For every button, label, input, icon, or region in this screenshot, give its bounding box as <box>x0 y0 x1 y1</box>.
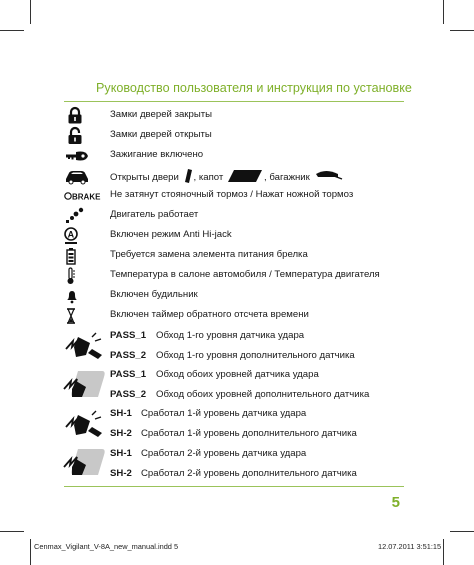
list-item <box>64 107 424 125</box>
list-item <box>64 207 424 225</box>
anti-hijack-icon <box>64 227 90 245</box>
item-text: Температура в салоне автомобиля / Температура двигателя <box>110 269 380 280</box>
item-text: Сработал 2-й уровень датчика удара <box>141 448 307 459</box>
item-text: Обход обоих уровней дополнительного датчика <box>156 389 370 400</box>
item-text: Двигатель работает <box>110 209 199 220</box>
list-item <box>64 267 424 285</box>
battery-icon <box>64 247 90 265</box>
item-text: Сработал 2-й уровень дополнительного датчика <box>141 468 357 479</box>
code-label: PASS_1 <box>110 369 147 380</box>
list-item <box>64 127 424 145</box>
svg-text:A: A <box>67 229 75 240</box>
car-open-icon <box>64 167 90 185</box>
svg-text:BRAKE: BRAKE <box>72 192 101 202</box>
crop-mark <box>0 30 24 31</box>
item-text: Сработал 1-й уровень датчика удара <box>141 408 307 419</box>
trunk-icon <box>316 170 342 182</box>
code-label: PASS_2 <box>110 350 147 361</box>
list-item <box>64 287 424 305</box>
crop-mark <box>0 531 24 532</box>
code-label: SH-2 <box>110 468 132 479</box>
code-label: PASS_2 <box>110 389 147 400</box>
item-text: Включен режим Anti Hi-jack <box>110 229 232 240</box>
thermometer-icon <box>64 267 90 285</box>
code-label: SH-1 <box>110 448 132 459</box>
hourglass-icon <box>64 307 90 325</box>
crop-mark <box>450 531 474 532</box>
shock-alarm-icon <box>64 409 104 439</box>
lock-closed-icon <box>64 107 90 125</box>
trunk-open-label: , багажник <box>264 172 310 183</box>
item-text: Не затянут стояночный тормоз / Нажат ножной тормоз <box>110 189 354 200</box>
crop-mark <box>450 30 474 31</box>
engine-running-icon <box>64 207 90 225</box>
code-label: SH-2 <box>110 428 132 439</box>
ignition-key-icon <box>64 147 90 165</box>
item-text: Обход обоих уровней датчика удара <box>156 369 319 380</box>
crop-mark <box>30 0 31 24</box>
item-text: Замки дверей открыты <box>110 129 212 140</box>
doors-open-label: Открыты двери <box>110 172 179 183</box>
code-label: PASS_1 <box>110 330 147 341</box>
list-item <box>64 247 424 265</box>
hood-icon <box>228 170 262 182</box>
item-text: Включен будильник <box>110 289 198 300</box>
item-text: Сработал 1-й уровень дополнительного датчика <box>141 428 357 439</box>
item-text: Зажигание включено <box>110 149 204 160</box>
crop-mark <box>443 0 444 24</box>
title-divider <box>64 101 404 102</box>
item-text: Обход 1-го уровня дополнительного датчика <box>156 350 355 361</box>
footer-timestamp: 12.07.2011 3:51:15 <box>378 542 442 551</box>
list-item <box>64 307 424 325</box>
item-text: Требуется замена элемента питания брелка <box>110 249 308 260</box>
footer-filename: Cenmax_Vigilant_V-8A_new_manual.indd 5 <box>34 542 179 551</box>
hood-open-label: , капот <box>193 172 224 183</box>
door-icon <box>184 169 192 183</box>
list-item <box>64 167 424 185</box>
item-text: Замки дверей закрыты <box>110 109 213 120</box>
crop-mark <box>30 539 31 565</box>
list-item <box>64 147 424 165</box>
shock-alarm-both-icon <box>62 445 106 479</box>
page-number: 5 <box>391 494 400 511</box>
item-text: Включен таймер обратного отсчета времени <box>110 309 309 320</box>
crop-mark <box>443 539 444 565</box>
lock-open-icon <box>64 127 90 145</box>
bottom-divider <box>64 486 404 487</box>
list-item <box>64 187 424 205</box>
alarm-bell-icon <box>64 287 90 305</box>
shock-sensor-both-icon <box>62 367 106 401</box>
page-title: Руководство пользователя и инструкция по установке <box>96 81 412 95</box>
item-text: Обход 1-го уровня датчика удара <box>156 330 305 341</box>
shock-sensor-icon <box>64 331 104 361</box>
code-label: SH-1 <box>110 408 132 419</box>
list-item <box>64 227 424 245</box>
brake-icon <box>64 187 101 205</box>
item-text <box>110 169 342 183</box>
